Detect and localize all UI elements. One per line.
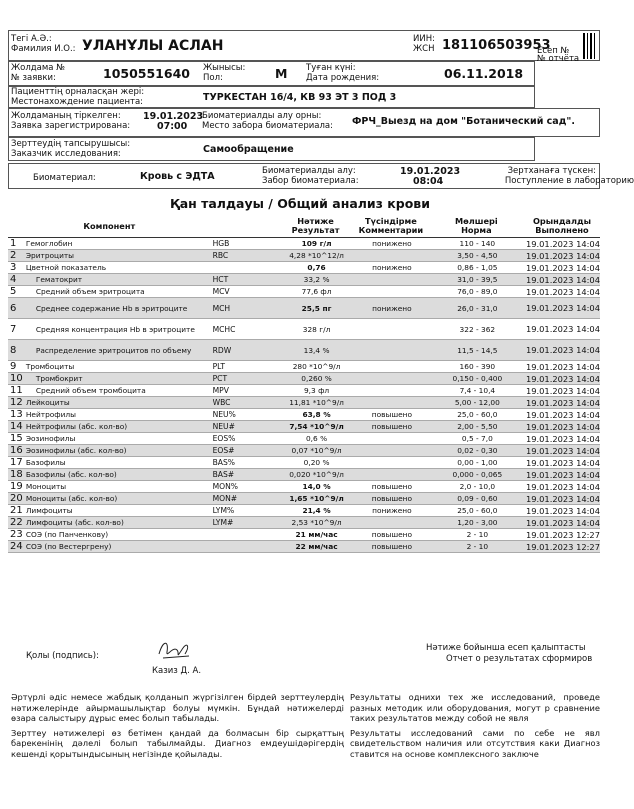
table-row bbox=[8, 421, 600, 433]
row-comment bbox=[353, 433, 429, 445]
row-comment bbox=[353, 373, 429, 385]
row-norm: 5,00 - 12,00 bbox=[429, 397, 524, 409]
row-done: 19.01.2023 14:04 bbox=[525, 373, 600, 384]
row-name: СОЭ (по Вестергрену) bbox=[24, 541, 211, 553]
row-number: 10 bbox=[10, 372, 23, 384]
row-name: Лимфоциты (абс. кол-во) bbox=[24, 517, 211, 529]
signature-image bbox=[155, 636, 195, 664]
signature-label: Қолы (подпись): bbox=[26, 651, 99, 661]
row-name: Гемоглобин bbox=[24, 238, 211, 250]
table-row bbox=[8, 505, 600, 517]
row-name: Гематокрит bbox=[24, 274, 211, 286]
row-code: PLT bbox=[211, 361, 279, 373]
row-number: 6 bbox=[8, 298, 24, 319]
row-code: MCHC bbox=[211, 319, 279, 340]
row-number: 19 bbox=[10, 480, 23, 492]
row-norm: 7,4 - 10,4 bbox=[429, 385, 524, 397]
row-value: 21,4 % bbox=[278, 505, 353, 517]
row-code: EOS% bbox=[211, 433, 279, 445]
row-code: EOS# bbox=[211, 445, 279, 457]
row-comment bbox=[353, 457, 429, 469]
row-name: Базофилы (абс. кол-во) bbox=[24, 469, 211, 481]
registered-label: Жолдаманың тіркелген: Заявка зарегистрирована: bbox=[11, 111, 131, 131]
collection-place-label: Биоматериалды алу орны: Место забора биоматериала: bbox=[202, 111, 333, 131]
row-name: Средний объем тромбоцита bbox=[24, 385, 211, 397]
col-done: Орындалды Выполнено bbox=[524, 215, 600, 238]
row-comment bbox=[353, 517, 429, 529]
col-component: Компонент bbox=[8, 215, 211, 238]
row-name: СОЭ (по Панченкову) bbox=[24, 529, 211, 541]
row-value: 0,260 % bbox=[278, 373, 353, 385]
row-norm: 0,02 - 0,30 bbox=[429, 445, 524, 457]
address-value: ТУРКЕСТАН 16/4, КВ 93 ЭТ 3 ПОД 3 bbox=[203, 92, 397, 103]
row-value: 14,0 % bbox=[278, 481, 353, 493]
footer-ru: Результаты однихи тех же исследований, проведе разных методик или оборудования, могут р сравнение таких результатов между собой не явля Результаты исследований сами по себе не явл свидетельством наличия или отсутствия каки Диагноз ставится на основе комплексного заключе bbox=[350, 692, 600, 759]
row-done: 19.01.2023 14:04 bbox=[525, 286, 600, 297]
row-number: 13 bbox=[10, 408, 23, 420]
row-value: 77,6 фл bbox=[278, 286, 353, 298]
row-name: Средняя концентрация Hb в эритроците bbox=[24, 319, 211, 340]
row-comment: повышено bbox=[353, 409, 429, 421]
row-comment: повышено bbox=[353, 529, 429, 541]
row-number: 4 bbox=[8, 274, 24, 286]
row-name: Нейтрофилы bbox=[24, 409, 211, 421]
table-row bbox=[8, 250, 600, 262]
row-number: 20 bbox=[10, 492, 23, 504]
row-done: 19.01.2023 14:04 bbox=[525, 481, 600, 492]
row-value: 7,54 *10^9/л bbox=[278, 421, 353, 433]
row-comment: повышено bbox=[353, 421, 429, 433]
row-code: WBC bbox=[211, 397, 279, 409]
row-value: 33,2 % bbox=[278, 274, 353, 286]
row-code: MPV bbox=[211, 385, 279, 397]
row-code: HCT bbox=[211, 274, 279, 286]
table-row bbox=[8, 361, 600, 373]
dob-value: 06.11.2018 bbox=[444, 66, 524, 81]
row-name: Цветной показатель bbox=[24, 262, 211, 274]
table-row bbox=[8, 238, 600, 250]
row-comment: повышено bbox=[353, 541, 429, 553]
results-table bbox=[8, 215, 600, 553]
row-norm: 3,50 - 4,50 bbox=[429, 250, 524, 262]
row-norm: 1,20 - 3,00 bbox=[429, 517, 524, 529]
row-name: Лейкоциты bbox=[24, 397, 211, 409]
row-number: 1 bbox=[8, 238, 24, 250]
row-value: 63,8 % bbox=[278, 409, 353, 421]
row-name: Средний объем эритроцита bbox=[24, 286, 211, 298]
sampling-label: Биоматериалды алу: Забор биоматериала: bbox=[262, 166, 359, 186]
surname-label: Тегі А.Ә.: Фамилия И.О.: bbox=[11, 34, 76, 54]
row-comment: понижено bbox=[353, 298, 429, 319]
row-code: MCH bbox=[211, 298, 279, 319]
row-name: Нейтрофилы (абс. кол-во) bbox=[24, 421, 211, 433]
row-comment: повышено bbox=[353, 481, 429, 493]
table-row bbox=[8, 481, 600, 493]
col-code bbox=[211, 215, 279, 238]
table-row bbox=[8, 493, 600, 505]
row-value: 280 *10^9/л bbox=[278, 361, 353, 373]
row-done: 19.01.2023 12:27 bbox=[525, 529, 600, 540]
row-name: Среднее содержание Hb в эритроците bbox=[24, 298, 211, 319]
row-value: 11,81 *10^9/л bbox=[278, 397, 353, 409]
row-done: 19.01.2023 14:04 bbox=[524, 340, 600, 361]
row-value: 22 мм/час bbox=[278, 541, 353, 553]
row-name: Лимфоциты bbox=[24, 505, 211, 517]
row-value: 9,3 фл bbox=[278, 385, 353, 397]
row-name: Эозинофилы bbox=[24, 433, 211, 445]
customer-label: Зерттеудің тапсырушысы: Заказчик исследования: bbox=[11, 139, 131, 159]
row-code: LYM# bbox=[211, 517, 279, 529]
row-done: 19.01.2023 14:04 bbox=[525, 385, 600, 396]
row-value: 0,76 bbox=[278, 262, 353, 274]
row-code bbox=[211, 541, 279, 553]
row-norm: 0,150 - 0,400 bbox=[429, 373, 524, 385]
dob-label: Туған күні: Дата рождения: bbox=[306, 63, 380, 83]
report-note: Нәтиже бойынша есеп қалыптасты Отчет о результатах сформиров bbox=[426, 643, 593, 664]
collection-place-value: ФРЧ_Выезд на дом "Ботанический сад". bbox=[352, 116, 575, 127]
table-row bbox=[8, 541, 600, 553]
row-number: 22 bbox=[10, 516, 23, 528]
row-done: 19.01.2023 14:04 bbox=[525, 469, 600, 480]
row-value: 13,4 % bbox=[278, 340, 353, 361]
row-norm: 0,09 - 0,60 bbox=[429, 493, 524, 505]
barcode-icon bbox=[583, 33, 597, 59]
row-value: 21 мм/час bbox=[278, 529, 353, 541]
row-code: BAS# bbox=[211, 469, 279, 481]
table-row bbox=[8, 397, 600, 409]
row-norm: 2,0 - 10,0 bbox=[429, 481, 524, 493]
row-norm: 2 - 10 bbox=[429, 529, 524, 541]
row-code: MCV bbox=[211, 286, 279, 298]
row-code: MON# bbox=[211, 493, 279, 505]
table-row bbox=[8, 262, 600, 274]
row-done: 19.01.2023 14:04 bbox=[524, 298, 600, 319]
row-norm: 2,00 - 5,50 bbox=[429, 421, 524, 433]
row-norm: 76,0 - 89,0 bbox=[429, 286, 524, 298]
row-done: 19.01.2023 14:04 bbox=[525, 493, 600, 504]
row-done: 19.01.2023 12:27 bbox=[525, 541, 600, 552]
row-norm: 26,0 - 31,0 bbox=[429, 298, 524, 319]
sampling-date: 19.01.2023 bbox=[400, 166, 461, 177]
row-comment: понижено bbox=[353, 238, 429, 250]
row-number: 17 bbox=[10, 456, 23, 468]
col-norm: Мөлшері Норма bbox=[429, 215, 524, 238]
biomaterial-value: Кровь с ЭДТА bbox=[140, 171, 215, 182]
row-code: HGB bbox=[211, 238, 279, 250]
row-norm: 0,86 - 1,05 bbox=[429, 262, 524, 274]
row-number: 23 bbox=[10, 528, 23, 540]
row-norm: 322 - 362 bbox=[429, 319, 524, 340]
row-code: LYM% bbox=[211, 505, 279, 517]
table-row bbox=[8, 385, 600, 397]
row-done: 19.01.2023 14:04 bbox=[525, 517, 600, 528]
row-norm: 31,0 - 39,5 bbox=[429, 274, 524, 286]
col-comment: Түсіндірме Комментарии bbox=[353, 215, 429, 238]
customer-value: Самообращение bbox=[203, 144, 294, 155]
row-code: NEU% bbox=[211, 409, 279, 421]
iin-value: 181106503953 bbox=[442, 38, 551, 53]
col-result: Нәтиже Результат bbox=[278, 215, 353, 238]
table-row bbox=[8, 469, 600, 481]
table-row bbox=[8, 517, 600, 529]
row-number: 21 bbox=[10, 504, 23, 516]
row-value: 4,28 *10^12/л bbox=[278, 250, 353, 262]
report-no-label: Есеп № № отчёта bbox=[537, 46, 580, 64]
row-comment: повышено bbox=[353, 493, 429, 505]
row-code: NEU# bbox=[211, 421, 279, 433]
row-value: 109 г/л bbox=[278, 238, 353, 250]
biomaterial-label: Биоматериал: bbox=[33, 173, 96, 183]
table-row bbox=[8, 529, 600, 541]
row-value: 328 г/л bbox=[278, 319, 353, 340]
footer-kz: Әртүрлі әдіс немесе жабдық қолданып жүргізілген бірдей зерттеулердің нәтижелерінде айырмашылықтар болуы мүмкін. Бұндай нәтижелерді өзара салыстыру дұрыс емес болып табылады. Зерттеу нәтижелері өз бетімен қандай да болмасын бір сырқаттың барекенінің дәлелі болып табылмайды. Диагноз емдеушідәрігердің кешенді қорытындысының негізінде қойылады. bbox=[11, 692, 344, 759]
row-name: Моноциты (абс. кол-во) bbox=[24, 493, 211, 505]
row-name: Базофилы bbox=[24, 457, 211, 469]
row-norm: 110 - 140 bbox=[429, 238, 524, 250]
table-row bbox=[8, 445, 600, 457]
row-comment bbox=[353, 286, 429, 298]
row-number: 7 bbox=[8, 319, 24, 340]
row-value: 1,65 *10^9/л bbox=[278, 493, 353, 505]
row-code: RBC bbox=[211, 250, 279, 262]
sampling-time: 08:04 bbox=[413, 176, 444, 187]
row-done: 19.01.2023 14:04 bbox=[525, 361, 600, 372]
iin-label: ИИН: ЖСН bbox=[413, 34, 435, 54]
row-done: 19.01.2023 14:04 bbox=[525, 397, 600, 408]
row-name: Эозинофилы (абс. кол-во) bbox=[24, 445, 211, 457]
row-code bbox=[211, 529, 279, 541]
row-comment bbox=[353, 445, 429, 457]
registered-date: 19.01.2023 bbox=[143, 111, 204, 122]
row-number: 12 bbox=[10, 396, 23, 408]
row-code: PCT bbox=[211, 373, 279, 385]
table-header bbox=[8, 215, 600, 238]
sex-value: М bbox=[275, 66, 288, 81]
row-name: Эритроциты bbox=[24, 250, 211, 262]
row-value: 0,07 *10^9/л bbox=[278, 445, 353, 457]
row-name: Распределение эритроцитов по объему bbox=[24, 340, 211, 361]
row-number: 11 bbox=[10, 384, 23, 396]
order-number: 1050551640 bbox=[103, 66, 190, 81]
row-value: 0,20 % bbox=[278, 457, 353, 469]
row-done: 19.01.2023 14:04 bbox=[525, 250, 600, 261]
row-comment bbox=[353, 274, 429, 286]
row-comment bbox=[353, 319, 429, 340]
row-name: Моноциты bbox=[24, 481, 211, 493]
row-code: MON% bbox=[211, 481, 279, 493]
row-done: 19.01.2023 14:04 bbox=[525, 433, 600, 444]
row-comment bbox=[353, 361, 429, 373]
order-label: Жолдама № № заявки: bbox=[11, 63, 66, 83]
patient-name: УЛАНҰЛЫ АСЛАН bbox=[82, 38, 224, 54]
row-norm: 2 - 10 bbox=[429, 541, 524, 553]
table-row bbox=[8, 286, 600, 298]
row-number: 18 bbox=[10, 468, 23, 480]
row-value: 2,53 *10^9/л bbox=[278, 517, 353, 529]
row-done: 19.01.2023 14:04 bbox=[525, 409, 600, 420]
row-norm: 11,5 - 14,5 bbox=[429, 340, 524, 361]
table-row bbox=[8, 433, 600, 445]
row-done: 19.01.2023 14:04 bbox=[525, 421, 600, 432]
row-comment bbox=[353, 385, 429, 397]
row-value: 0,020 *10^9/л bbox=[278, 469, 353, 481]
received-label: Зертханаға түскен: Поступление в лабораторию bbox=[504, 166, 634, 186]
row-comment bbox=[353, 340, 429, 361]
table-row bbox=[8, 340, 600, 361]
row-done: 19.01.2023 14:04 bbox=[525, 274, 600, 285]
row-number: 16 bbox=[10, 444, 23, 456]
page-title: Қан талдауы / Общий анализ крови bbox=[170, 196, 430, 211]
table-row bbox=[8, 373, 600, 385]
row-norm: 25,0 - 60,0 bbox=[429, 505, 524, 517]
row-norm: 25,0 - 60,0 bbox=[429, 409, 524, 421]
row-number: 24 bbox=[10, 540, 23, 552]
row-number: 9 bbox=[8, 361, 24, 373]
row-comment bbox=[353, 250, 429, 262]
row-code bbox=[211, 262, 279, 274]
table-row bbox=[8, 319, 600, 340]
row-number: 15 bbox=[10, 432, 23, 444]
row-number: 5 bbox=[8, 286, 24, 298]
row-value: 0,6 % bbox=[278, 433, 353, 445]
row-done: 19.01.2023 14:04 bbox=[525, 445, 600, 456]
table-row bbox=[8, 298, 600, 319]
row-value: 25,5 пг bbox=[278, 298, 353, 319]
row-comment bbox=[353, 397, 429, 409]
row-number: 8 bbox=[8, 340, 24, 361]
row-number: 2 bbox=[8, 250, 24, 262]
table-row bbox=[8, 457, 600, 469]
row-norm: 160 - 390 bbox=[429, 361, 524, 373]
row-code: BAS% bbox=[211, 457, 279, 469]
sex-label: Жынысы: Пол: bbox=[203, 63, 246, 83]
row-comment: понижено bbox=[353, 505, 429, 517]
row-done: 19.01.2023 14:04 bbox=[524, 319, 600, 340]
row-done: 19.01.2023 14:04 bbox=[525, 262, 600, 273]
row-done: 19.01.2023 14:04 bbox=[525, 238, 600, 249]
row-name: Тромбокрит bbox=[24, 373, 211, 385]
row-comment: понижено bbox=[353, 262, 429, 274]
row-norm: 0,000 - 0,065 bbox=[429, 469, 524, 481]
signature-name: Казиз Д. А. bbox=[152, 666, 202, 676]
row-code: RDW bbox=[211, 340, 279, 361]
row-number: 3 bbox=[8, 262, 24, 274]
row-norm: 0,00 - 1,00 bbox=[429, 457, 524, 469]
table-row bbox=[8, 409, 600, 421]
address-label: Пациенттің орналасқан жері: Местонахождение пациента: bbox=[11, 87, 145, 107]
row-norm: 0,5 - 7,0 bbox=[429, 433, 524, 445]
row-done: 19.01.2023 14:04 bbox=[525, 505, 600, 516]
registered-time: 07:00 bbox=[157, 121, 188, 132]
row-comment bbox=[353, 469, 429, 481]
row-done: 19.01.2023 14:04 bbox=[525, 457, 600, 468]
row-number: 14 bbox=[10, 420, 23, 432]
row-name: Тромбоциты bbox=[24, 361, 211, 373]
table-row bbox=[8, 274, 600, 286]
